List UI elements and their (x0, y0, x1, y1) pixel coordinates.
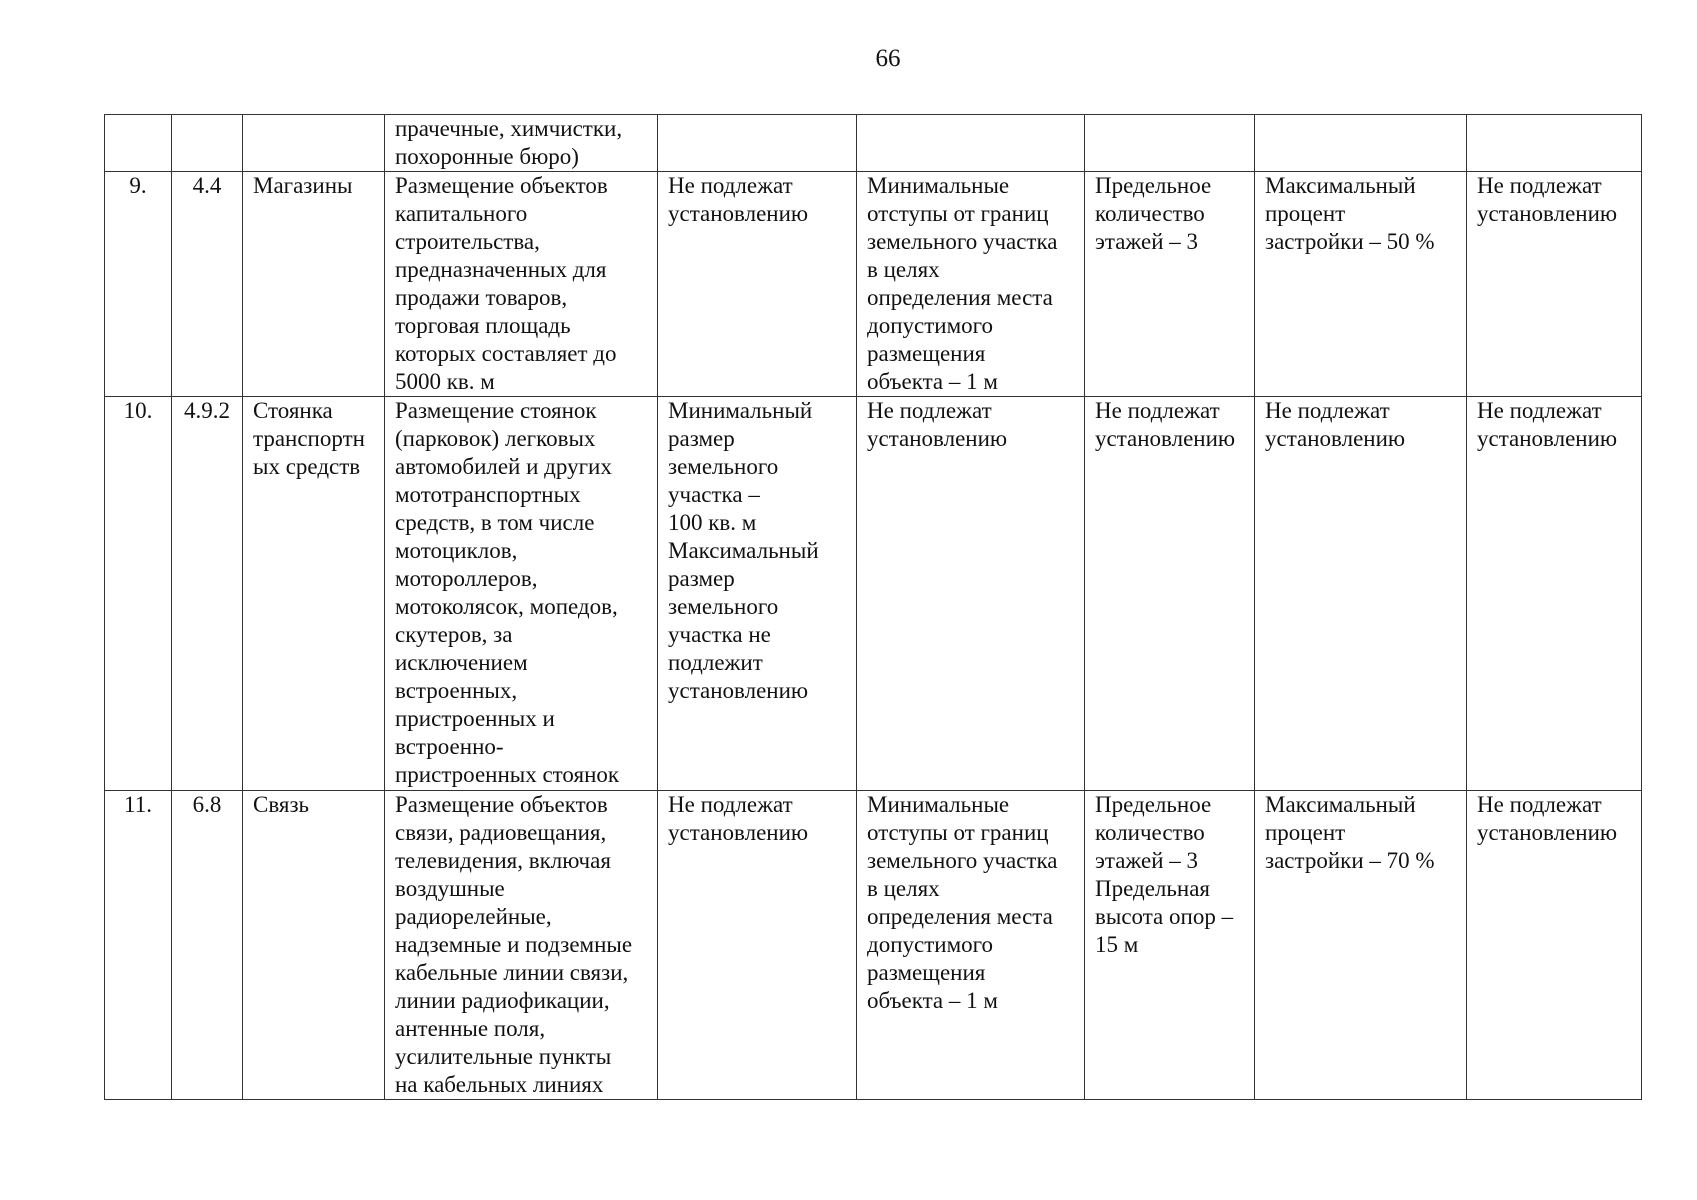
plot-size-cell: Минимальный размер земельного участка – 100 кв. м Максимальный размер земельного участка не подлежит установлению (658, 397, 857, 791)
use-name-cell: Стоянка транспортн ых средств (243, 397, 385, 791)
floors-cell: Не подлежат установлению (1085, 397, 1255, 791)
coverage-cell (1255, 115, 1467, 172)
other-params-cell: Не подлежат установлению (1467, 397, 1642, 791)
use-name-cell: Связь (243, 791, 385, 1100)
floors-cell (1085, 115, 1255, 172)
page-number: 66 (875, 45, 901, 72)
use-code-cell: 6.8 (172, 791, 243, 1100)
plot-size-cell: Не подлежат установлению (658, 791, 857, 1100)
table-row (105, 115, 1642, 172)
table-row (105, 397, 1642, 791)
row-number-cell (105, 115, 172, 172)
row-number-cell: 9. (105, 172, 172, 397)
use-description-cell: Размещение стоянок (парковок) легковых автомобилей и других мототранспортных средств, в том числе мотоциклов, мотороллеров, мотоколясок, мопедов, скутеров, за исключением встроенных, пристроенных и встроенно- пристроенных стоянок (385, 397, 658, 791)
use-description-cell: Размещение объектов связи, радиовещания, телевидения, включая воздушные радиорелейные, надземные и подземные кабельные линии связи, линии радиофикации, антенные поля, усилительные пункты на кабельных линиях (385, 791, 658, 1100)
floors-cell: Предельное количество этажей – 3 (1085, 172, 1255, 397)
setbacks-cell: Минимальные отступы от границ земельного участка в целях определения места допустимого размещения объекта – 1 м (857, 172, 1085, 397)
zoning-regulations-table (104, 114, 1642, 1100)
plot-size-cell (658, 115, 857, 172)
coverage-cell: Максимальный процент застройки – 50 % (1255, 172, 1467, 397)
use-name-cell (243, 115, 385, 172)
table-row (105, 172, 1642, 397)
use-code-cell (172, 115, 243, 172)
use-description-cell: прачечные, химчистки, похоронные бюро) (385, 115, 658, 172)
setbacks-cell: Не подлежат установлению (857, 397, 1085, 791)
other-params-cell: Не подлежат установлению (1467, 791, 1642, 1100)
other-params-cell (1467, 115, 1642, 172)
table-row (105, 791, 1642, 1100)
use-description-cell: Размещение объектов капитального строительства, предназначенных для продажи товаров, торговая площадь которых составляет до 5000 кв. м (385, 172, 658, 397)
setbacks-cell (857, 115, 1085, 172)
row-number-cell: 10. (105, 397, 172, 791)
use-code-cell: 4.9.2 (172, 397, 243, 791)
plot-size-cell: Не подлежат установлению (658, 172, 857, 397)
use-code-cell: 4.4 (172, 172, 243, 397)
other-params-cell: Не подлежат установлению (1467, 172, 1642, 397)
floors-cell: Предельное количество этажей – 3 Предельная высота опор – 15 м (1085, 791, 1255, 1100)
use-name-cell: Магазины (243, 172, 385, 397)
coverage-cell: Максимальный процент застройки – 70 % (1255, 791, 1467, 1100)
setbacks-cell: Минимальные отступы от границ земельного участка в целях определения места допустимого размещения объекта – 1 м (857, 791, 1085, 1100)
row-number-cell: 11. (105, 791, 172, 1100)
coverage-cell: Не подлежат установлению (1255, 397, 1467, 791)
